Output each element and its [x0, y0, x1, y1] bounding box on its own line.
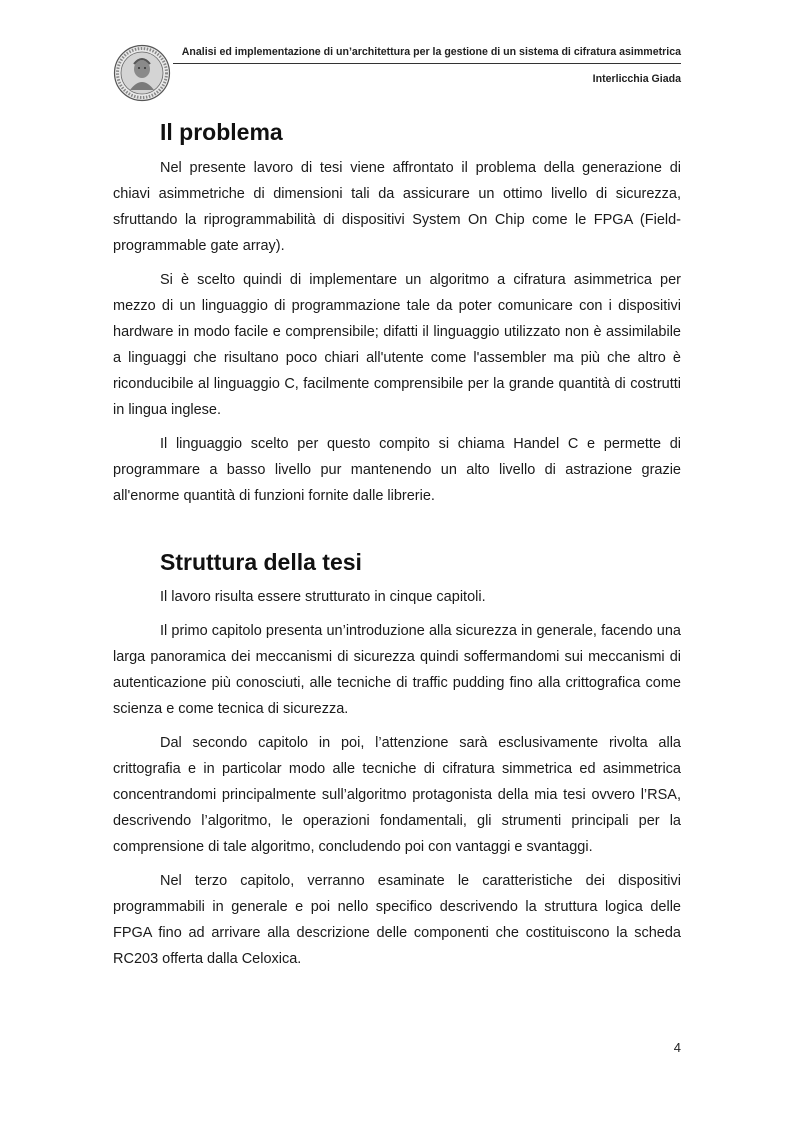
paragraph: Il linguaggio scelto per questo compito si chiama Handel C e permette di programmare a basso livello pur mantenendo un alto livello di astrazione grazie all'enorme quantità di funzioni fornite dalle librerie.: [113, 435, 681, 504]
university-seal-logo: [113, 44, 171, 102]
paragraph: Dal secondo capitolo in poi, l’attenzione sarà esclusivamente rivolta alla crittografia e in particolar modo alle tecniche di cifratura simmetrica ed asimmetrica concentrandomi principalmente sull’algoritmo protagonista della mia tesi ovvero l’RSA, descrivendo l’algoritmo, le operazioni fondamentali, gli strumenti principali per la comprensione di tale algoritmo, concludendo poi con vantaggi e svantaggi.: [113, 735, 681, 856]
paragraph: Si è scelto quindi di implementare un algoritmo a cifratura asimmetrica per mezzo di un linguaggio di programmazione tale da poter comunicare con i dispositivi hardware in modo facile e comprensibile; difatti il linguaggio utilizzato non è assimilabile a linguaggi che risultano poco chiari all'utente come l'assembler ma più che altro è riconducibile al linguaggio C, facilmente comprensibile per la grande quantità di costrutti in lingua inglese.: [113, 271, 681, 418]
page-body: [113, 113, 681, 980]
paragraph: Il lavoro risulta essere strutturato in cinque capitoli.: [160, 589, 486, 606]
header-divider: [173, 63, 681, 64]
paragraph: Il primo capitolo presenta un’introduzione alla sicurezza in generale, facendo una larga panoramica dei meccanismi di sicurezza quindi soffermandomi sui meccanismi di autenticazione più conosciuti, alle tecniche di traffic pudding fino alla crittografica come scienza e come tecnica di sicurezza.: [113, 623, 681, 718]
header-title: Analisi ed implementazione di un’architettura per la gestione di un sistema di cifratura asimmetrica: [181, 46, 681, 58]
section-heading: Struttura della tesi: [160, 548, 362, 575]
paragraph: Nel presente lavoro di tesi viene affrontato il problema della generazione di chiavi asimmetriche di dimensioni tali da assicurare un ottimo livello di sicurezza, sfruttando la riprogrammabilità di dispositivi System On Chip come le FPGA (Field-programmable gate array).: [113, 159, 681, 254]
paragraph: Nel terzo capitolo, verranno esaminate le caratteristiche dei dispositivi programmabili in generale e poi nello specifico descrivendo la struttura logica delle FPGA fino ad arrivare alla descrizione delle componenti che costituiscono la scheda RC203 offerta dalla Celoxica.: [113, 873, 681, 968]
header-author: Interlicchia Giada: [592, 73, 681, 85]
section-heading: Il problema: [160, 119, 283, 145]
page-number: 4: [673, 1040, 681, 1055]
